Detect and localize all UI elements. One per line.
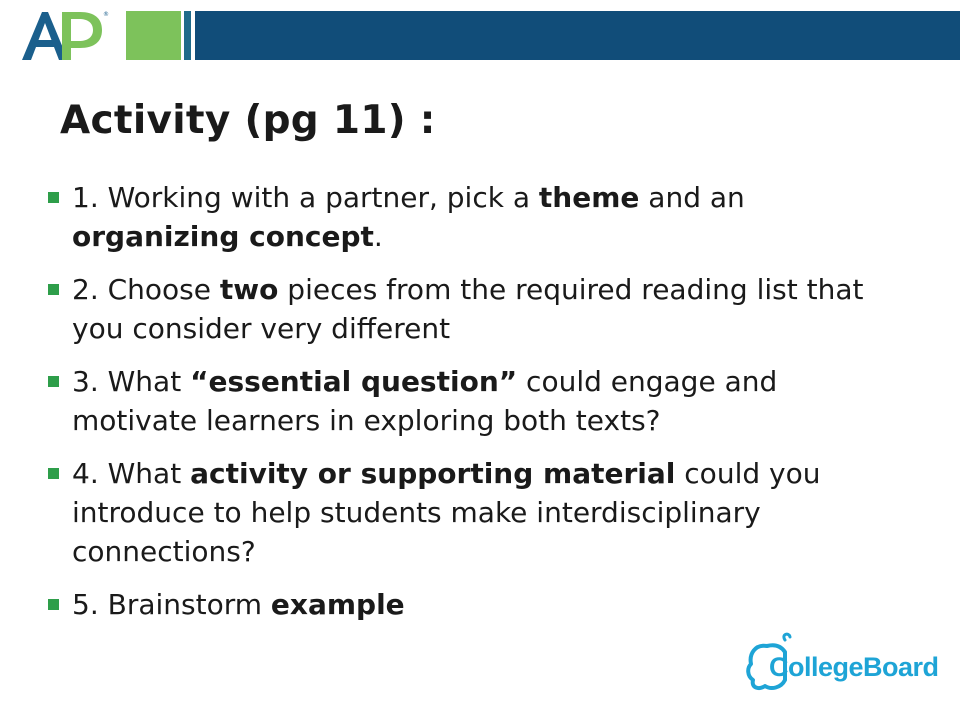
bullet-segment: . xyxy=(373,220,383,253)
bullet-item xyxy=(48,362,888,440)
bullet-emphasis: theme xyxy=(538,181,640,214)
bullet-emphasis: “essential question” xyxy=(190,365,518,398)
bullet-item xyxy=(48,585,888,624)
bullet-segment: 3. What xyxy=(72,365,191,398)
bullet-item xyxy=(48,270,888,348)
bullet-segment: 1. Working with a partner, pick a xyxy=(72,181,539,214)
bullet-text xyxy=(72,588,405,621)
bullet-segment: 5. Brainstorm xyxy=(72,588,271,621)
header-green-block xyxy=(126,11,181,60)
bullet-emphasis: activity or supporting material xyxy=(190,457,676,490)
bullet-segment: 4. What xyxy=(72,457,191,490)
bullet-segment: could engage and motivate learners in exploring both texts? xyxy=(72,365,778,437)
bullet-item xyxy=(48,454,888,571)
collegeboard-logo xyxy=(745,632,945,692)
bullet-emphasis: example xyxy=(270,588,405,621)
bullet-text xyxy=(72,457,820,568)
bullet-text xyxy=(72,181,745,253)
header-navy-bar xyxy=(195,11,960,60)
bullet-text xyxy=(72,273,863,345)
ap-logo xyxy=(18,4,113,64)
bullet-segment: pieces from the required reading list that you consider very different xyxy=(72,273,864,345)
bullet-emphasis: organizing concept xyxy=(72,220,374,253)
bullet-segment: could you introduce to help students make interdisciplinary connections? xyxy=(72,457,821,568)
bullet-segment: 2. Choose xyxy=(72,273,220,306)
bullet-emphasis: two xyxy=(219,273,279,306)
bullet-segment: and an xyxy=(639,181,745,214)
collegeboard-wordmark: CollegeBoard xyxy=(769,652,939,682)
slide-title: Activity (pg 11) : xyxy=(60,98,436,143)
square-bullet-icon xyxy=(48,284,59,295)
square-bullet-icon xyxy=(48,376,59,387)
square-bullet-icon xyxy=(48,599,59,610)
bullet-item xyxy=(48,178,888,256)
bullet-list xyxy=(48,178,888,638)
square-bullet-icon xyxy=(48,468,59,479)
header-teal-strip xyxy=(184,11,191,60)
square-bullet-icon xyxy=(48,192,59,203)
bullet-text xyxy=(72,365,777,437)
svg-text:®: ® xyxy=(103,11,109,18)
